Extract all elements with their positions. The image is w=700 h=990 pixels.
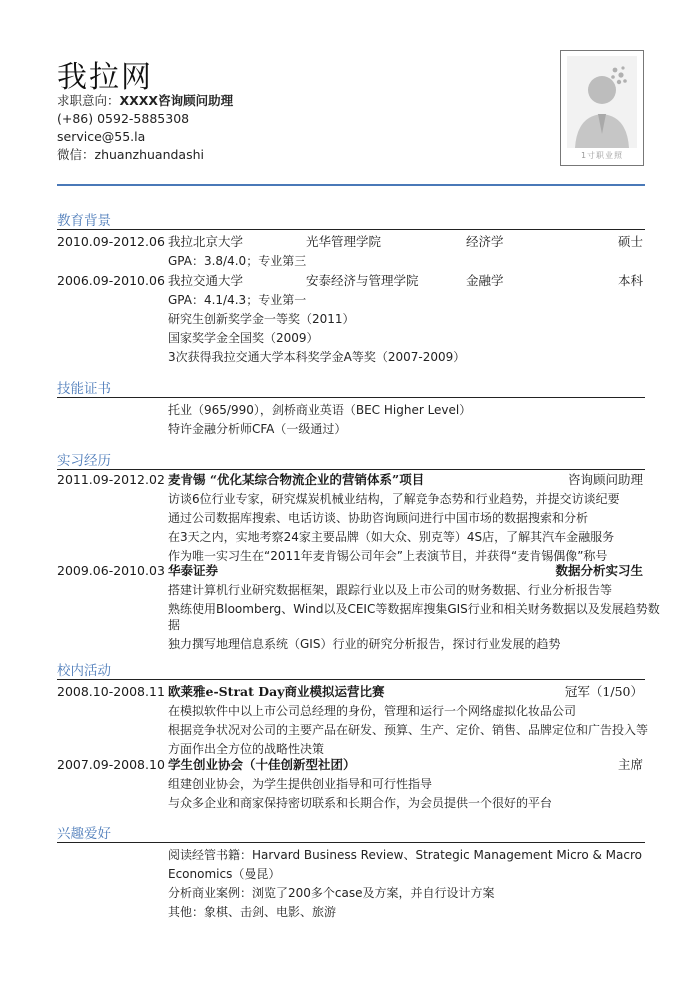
edu-degree: 硕士 [617, 234, 643, 249]
header-divider [57, 184, 645, 186]
section-divider [57, 229, 645, 230]
edu-detail: GPA：4.1/4.3；专业第一 [168, 293, 307, 307]
candidate-name: 我拉网 [57, 60, 153, 95]
campus-date: 2008.10-2008.11 [57, 684, 165, 699]
edu-major: 金融学 [466, 273, 504, 288]
campus-title: 欧莱雅e-Strat Day商业模拟运营比赛 [168, 684, 385, 699]
campus-detail: 在模拟软件中以上市公司总经理的身份，管理和运行一个网络虚拟化妆品公司 [168, 704, 577, 718]
email: service@55.la [57, 129, 146, 144]
section-title-campus: 校内活动 [57, 663, 111, 679]
campus-detail: 方面作出全方位的战略性决策 [168, 742, 325, 756]
objective-label: 求职意向： [57, 93, 120, 108]
hobby-line: 分析商业案例：浏览了200多个case及方案，并自行设计方案 [168, 886, 495, 900]
section-title-skills: 技能证书 [57, 381, 111, 397]
campus-detail: 与众多企业和商家保持密切联系和长期合作，为会员提供一个很好的平台 [168, 796, 553, 810]
section-divider [57, 842, 645, 843]
hobby-line: 其他：象棋、击剑、电影、旅游 [168, 905, 337, 919]
section-divider [57, 397, 645, 398]
edu-degree: 本科 [617, 273, 643, 288]
intern-detail: 通过公司数据库搜索、电话访谈、协助咨询顾问进行中国市场的数据搜索和分析 [168, 511, 589, 525]
edu-school: 我拉北京大学 [168, 234, 244, 249]
campus-date: 2007.09-2008.10 [57, 757, 165, 772]
edu-detail: GPA：3.8/4.0；专业第三 [168, 254, 307, 268]
intern-detail: 在3天之内，实地考察24家主要品牌（如大众、别克等）4S店，了解其汽车金融服务 [168, 530, 615, 544]
intern-role: 数据分析实习生 [555, 563, 643, 578]
section-title-hobbies: 兴趣爱好 [57, 826, 111, 842]
intern-detail: 访谈6位行业专家，研究煤炭机械业结构，了解竞争态势和行业趋势，并提交访谈纪要 [168, 492, 620, 506]
intern-detail: 作为唯一实习生在“2011年麦肯锡公司年会”上表演节目，并获得“麦肯锡偶像”称号 [168, 549, 608, 563]
edu-college: 光华管理学院 [306, 234, 382, 249]
intern-detail: 据 [168, 618, 181, 632]
skill-line: 托业（965/990），剑桥商业英语（BEC Higher Level） [168, 403, 472, 417]
hobby-line: Economics（曼昆） [168, 867, 281, 881]
edu-detail: 3次获得我拉交通大学本科奖学金A等奖（2007-2009） [168, 350, 466, 364]
campus-role: 主席 [617, 757, 643, 772]
edu-detail: 研究生创新奖学金一等奖（2011） [168, 312, 355, 326]
intern-date: 2009.06-2010.03 [57, 563, 165, 578]
campus-role: 冠军（1/50） [564, 684, 643, 699]
edu-date: 2006.09-2010.06 [57, 273, 165, 288]
edu-major: 经济学 [466, 234, 504, 249]
intern-role: 咨询顾问助理 [567, 472, 643, 487]
intern-detail: 熟练使用Bloomberg、Wind以及CEIC等数据库搜集GIS行业和相关财务数据以及发展趋势数 [168, 602, 660, 616]
intern-title: 麦肯锡 “优化某综合物流企业的营销体系”项目 [168, 472, 425, 487]
photo-caption: 1寸职业照 [580, 151, 624, 160]
avatar-icon [567, 56, 637, 148]
objective-value: XXXX咨询顾问助理 [119, 93, 234, 108]
campus-detail: 根据竞争状况对公司的主要产品在研发、预算、生产、定价、销售、品牌定位和广告投入等 [168, 723, 649, 737]
section-title-education: 教育背景 [57, 213, 111, 229]
wechat [57, 146, 204, 164]
photo-frame [560, 50, 644, 166]
wechat-value: zhuanzhuandashi [94, 147, 204, 162]
intern-date: 2011.09-2012.02 [57, 472, 165, 487]
edu-school: 我拉交通大学 [168, 273, 244, 288]
edu-date: 2010.09-2012.06 [57, 234, 165, 249]
hobby-line: 阅读经管书籍：Harvard Business Review、Strategic Management Micro & Macro [168, 848, 642, 862]
edu-college: 安泰经济与管理学院 [306, 273, 419, 288]
campus-title: 学生创业协会（十佳创新型社团） [168, 757, 356, 772]
section-divider [57, 679, 645, 680]
skill-line: 特许金融分析师CFA（一级通过） [168, 422, 347, 436]
phone: (+86) 0592-5885308 [57, 111, 190, 126]
intern-title: 华泰证券 [168, 563, 219, 578]
campus-detail: 组建创业协会，为学生提供创业指导和可行性指导 [168, 777, 433, 791]
intern-detail: 搭建计算机行业研究数据框架，跟踪行业以及上市公司的财务数据、行业分析报告等 [168, 583, 613, 597]
intern-detail: 独力撰写地理信息系统（GIS）行业的研究分析报告，探讨行业发展的趋势 [168, 637, 561, 651]
section-title-internship: 实习经历 [57, 453, 111, 469]
edu-detail: 国家奖学金全国奖（2009） [168, 331, 319, 345]
wechat-label: 微信： [57, 147, 95, 162]
job-objective [57, 92, 233, 110]
